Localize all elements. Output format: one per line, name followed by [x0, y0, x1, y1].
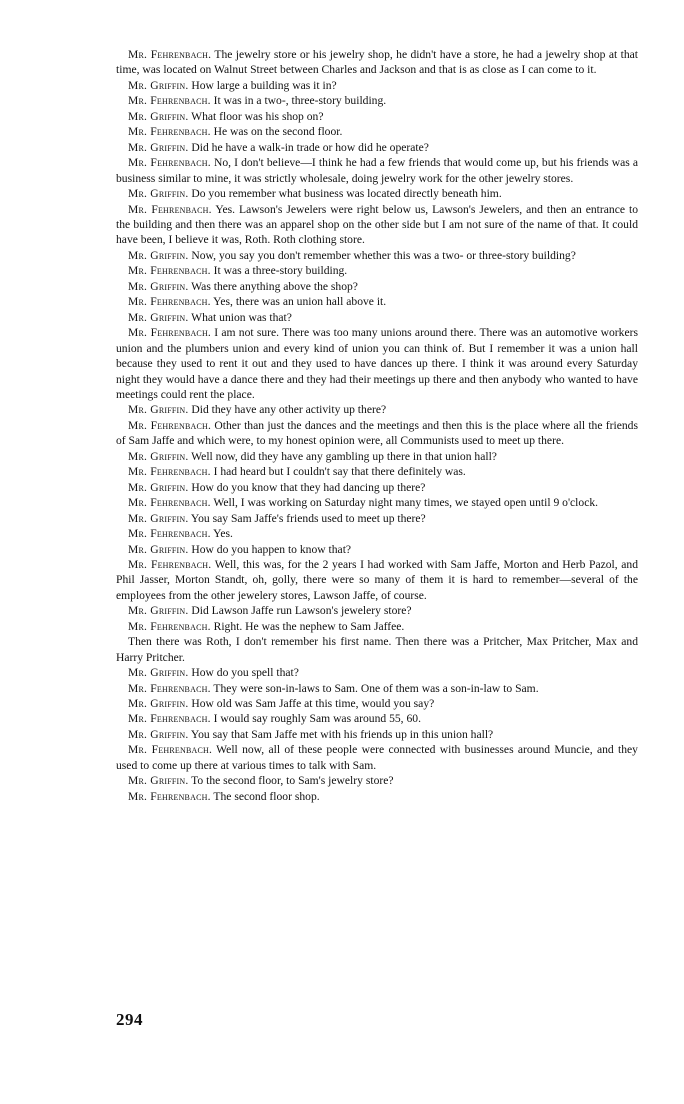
speech-text: Did he have a walk-in trade or how did he operate? [191, 140, 429, 154]
speaker-name: Mr. Griffin. [128, 310, 189, 324]
transcript-paragraph [116, 511, 638, 526]
speaker-name: Mr. Fehrenbach. [128, 496, 211, 510]
speaker-name: Mr. Griffin. [128, 449, 189, 463]
speech-text: What union was that? [191, 310, 292, 324]
speech-text: Yes. [213, 527, 233, 541]
speaker-name: Mr. Fehrenbach. [128, 557, 212, 571]
speech-text: Did Lawson Jaffe run Lawson's jewelery store? [191, 604, 412, 618]
speech-text: What floor was his shop on? [191, 109, 324, 123]
speech-text: It was a three-story building. [213, 264, 348, 278]
speech-text: You say that Sam Jaffe met with his friends up in this union hall? [190, 727, 494, 741]
speaker-name: Mr. Fehrenbach. [128, 94, 211, 108]
speech-text: Was there anything above the shop? [191, 279, 358, 293]
transcript-paragraph [116, 681, 638, 696]
transcript-paragraph [116, 727, 638, 742]
transcript-paragraph [116, 140, 638, 155]
transcript-paragraph [116, 480, 638, 495]
speaker-name: Mr. Fehrenbach. [128, 619, 211, 633]
speaker-name: Mr. Griffin. [128, 511, 189, 525]
speech-text: How do you happen to know that? [191, 542, 352, 556]
speaker-name: Mr. Griffin. [128, 727, 189, 741]
transcript-paragraph [116, 93, 638, 108]
speaker-name: Mr. Fehrenbach. [128, 527, 211, 541]
transcript-paragraph [116, 325, 638, 402]
speaker-name: Mr. Griffin. [128, 248, 189, 262]
speaker-name: Mr. Fehrenbach. [128, 295, 211, 309]
transcript-paragraph [116, 449, 638, 464]
transcript-paragraph [116, 526, 638, 541]
transcript-paragraph [116, 495, 638, 510]
speaker-name: Mr. Fehrenbach. [128, 326, 212, 340]
speaker-name: Mr. Griffin. [128, 666, 189, 680]
speech-text: Did they have any other activity up there? [191, 403, 387, 417]
transcript-paragraph [116, 418, 638, 449]
speech-text: To the second floor, to Sam's jewelry store? [191, 774, 394, 788]
transcript-paragraph [116, 557, 638, 603]
transcript-page [116, 47, 638, 804]
speaker-name: Mr. Fehrenbach. [128, 465, 211, 479]
speaker-name: Mr. Fehrenbach. [128, 48, 212, 61]
transcript-paragraph [116, 402, 638, 417]
speaker-name: Mr. Griffin. [128, 109, 189, 123]
speech-text: Then there was Roth, I don't remember his first name. Then there was a Pritcher, Max Pritcher, Max and Harry Pritcher. [116, 635, 638, 664]
transcript-paragraph [116, 464, 638, 479]
speech-text: It was in a two-, three-story building. [213, 94, 387, 108]
speech-text: They were son-in-laws to Sam. One of them was a son-in-law to Sam. [213, 681, 539, 695]
speech-text: How old was Sam Jaffe at this time, would you say? [191, 697, 435, 711]
speaker-name: Mr. Griffin. [128, 140, 189, 154]
speech-text: How do you know that they had dancing up there? [191, 480, 426, 494]
speaker-name: Mr. Griffin. [128, 604, 189, 618]
speech-text: Right. He was the nephew to Sam Jaffee. [213, 619, 405, 633]
speaker-name: Mr. Griffin. [128, 78, 189, 92]
speaker-name: Mr. Griffin. [128, 774, 189, 788]
transcript-paragraph [116, 294, 638, 309]
transcript-paragraph [116, 202, 638, 248]
transcript-paragraph [116, 279, 638, 294]
speech-text: The second floor shop. [213, 789, 320, 803]
speaker-name: Mr. Fehrenbach. [128, 202, 212, 216]
speaker-name: Mr. Fehrenbach. [128, 156, 211, 170]
transcript-paragraph [116, 186, 638, 201]
transcript-paragraph [116, 665, 638, 680]
speaker-name: Mr. Fehrenbach. [128, 125, 211, 139]
speech-text: Well now, all of these people were connected with businesses around Muncie, and they used to come up there at various times to talk with Sam. [116, 743, 638, 772]
transcript-paragraph [116, 711, 638, 726]
transcript-paragraph [116, 263, 638, 278]
speaker-name: Mr. Fehrenbach. [128, 743, 213, 757]
speaker-name: Mr. Griffin. [128, 542, 189, 556]
speech-text: You say Sam Jaffe's friends used to meet up there? [190, 511, 426, 525]
speech-text: Yes, there was an union hall above it. [213, 295, 387, 309]
transcript-paragraph [116, 542, 638, 557]
speech-text: Now, you say you don't remember whether this was a two- or three-story building? [191, 248, 576, 262]
speaker-name: Mr. Fehrenbach. [128, 712, 211, 726]
speech-text: I would say roughly Sam was around 55, 60. [213, 712, 421, 726]
transcript-paragraph [116, 696, 638, 711]
speech-text: No, I don't believe—I think he had a few friends that would come up, but his friends was a business similar to mine, it was strictly wholesale, doing jewelry work for the other jewelry stores. [116, 156, 638, 185]
transcript-paragraph [116, 773, 638, 788]
speaker-name: Mr. Griffin. [128, 279, 189, 293]
speaker-name: Mr. Griffin. [128, 480, 189, 494]
speaker-name: Mr. Fehrenbach. [128, 264, 211, 278]
transcript-paragraph [116, 78, 638, 93]
speaker-name: Mr. Fehrenbach. [128, 789, 211, 803]
transcript-paragraph [116, 310, 638, 325]
transcript-paragraph [116, 742, 638, 773]
transcript-paragraph [116, 619, 638, 634]
speech-text: Well, this was, for the 2 years I had worked with Sam Jaffe, Morton and Herb Pazol, and Phil Jasser, Morton Standt, oh, golly, there were so many of them it is hard to remember—several of the employees from the other jewelery stores, Lawson Jaffe, of course. [116, 557, 638, 602]
transcript-paragraph [116, 47, 638, 78]
transcript-paragraph [116, 789, 638, 804]
speech-text: Well, I was working on Saturday night many times, we stayed open until 9 o'clock. [213, 496, 599, 510]
speech-text: He was on the second floor. [213, 125, 343, 139]
speaker-name: Mr. Fehrenbach. [128, 681, 211, 695]
speech-text: Other than just the dances and the meetings and then this is the place where all the friends of Sam Jaffe and which were, to my honest opinion were, all Communists used to meet up there. [116, 418, 638, 448]
speaker-name: Mr. Griffin. [128, 697, 189, 711]
speaker-name: Mr. Griffin. [128, 187, 189, 201]
page-number: 294 [116, 1010, 143, 1029]
speech-text: The jewelry store or his jewelry shop, he didn't have a store, he had a jewelry shop at that time, was located on Walnut Street between Charles and Jackson and that is as close as I can come to it. [116, 48, 638, 77]
speaker-name: Mr. Griffin. [128, 403, 189, 417]
transcript-paragraph [116, 603, 638, 618]
speech-text: Do you remember what business was located directly beneath him. [191, 187, 502, 201]
transcript-paragraph [116, 109, 638, 124]
transcript-paragraph [116, 155, 638, 186]
speech-text: I am not sure. There was too many unions around there. There was an automotive workers union and the plumbers union and every kind of union you can think of. But I remember it was a union hall because they used to rent it out and they used to have dances up there. I think it was around every Saturday night they would have a dance there and they had their meetings up there and then anybody who wanted to have meetings could rent the place. [116, 326, 638, 401]
transcript-paragraph [116, 248, 638, 263]
speech-text: How do you spell that? [191, 666, 299, 680]
speech-text: Yes. Lawson's Jewelers were right below us, Lawson's Jewelers, and then an entrance to the building and then there was an apparel shop on the other side but I am not sure of the name of that. It could have been, I believe it was, Roth. Roth clothing store. [116, 202, 638, 247]
speech-text: I had heard but I couldn't say that there definitely was. [213, 465, 466, 479]
transcript-paragraph [116, 634, 638, 665]
speech-text: Well now, did they have any gambling up there in that union hall? [191, 449, 497, 463]
speech-text: How large a building was it in? [191, 78, 337, 92]
speaker-name: Mr. Fehrenbach. [128, 418, 212, 432]
transcript-paragraph [116, 124, 638, 139]
